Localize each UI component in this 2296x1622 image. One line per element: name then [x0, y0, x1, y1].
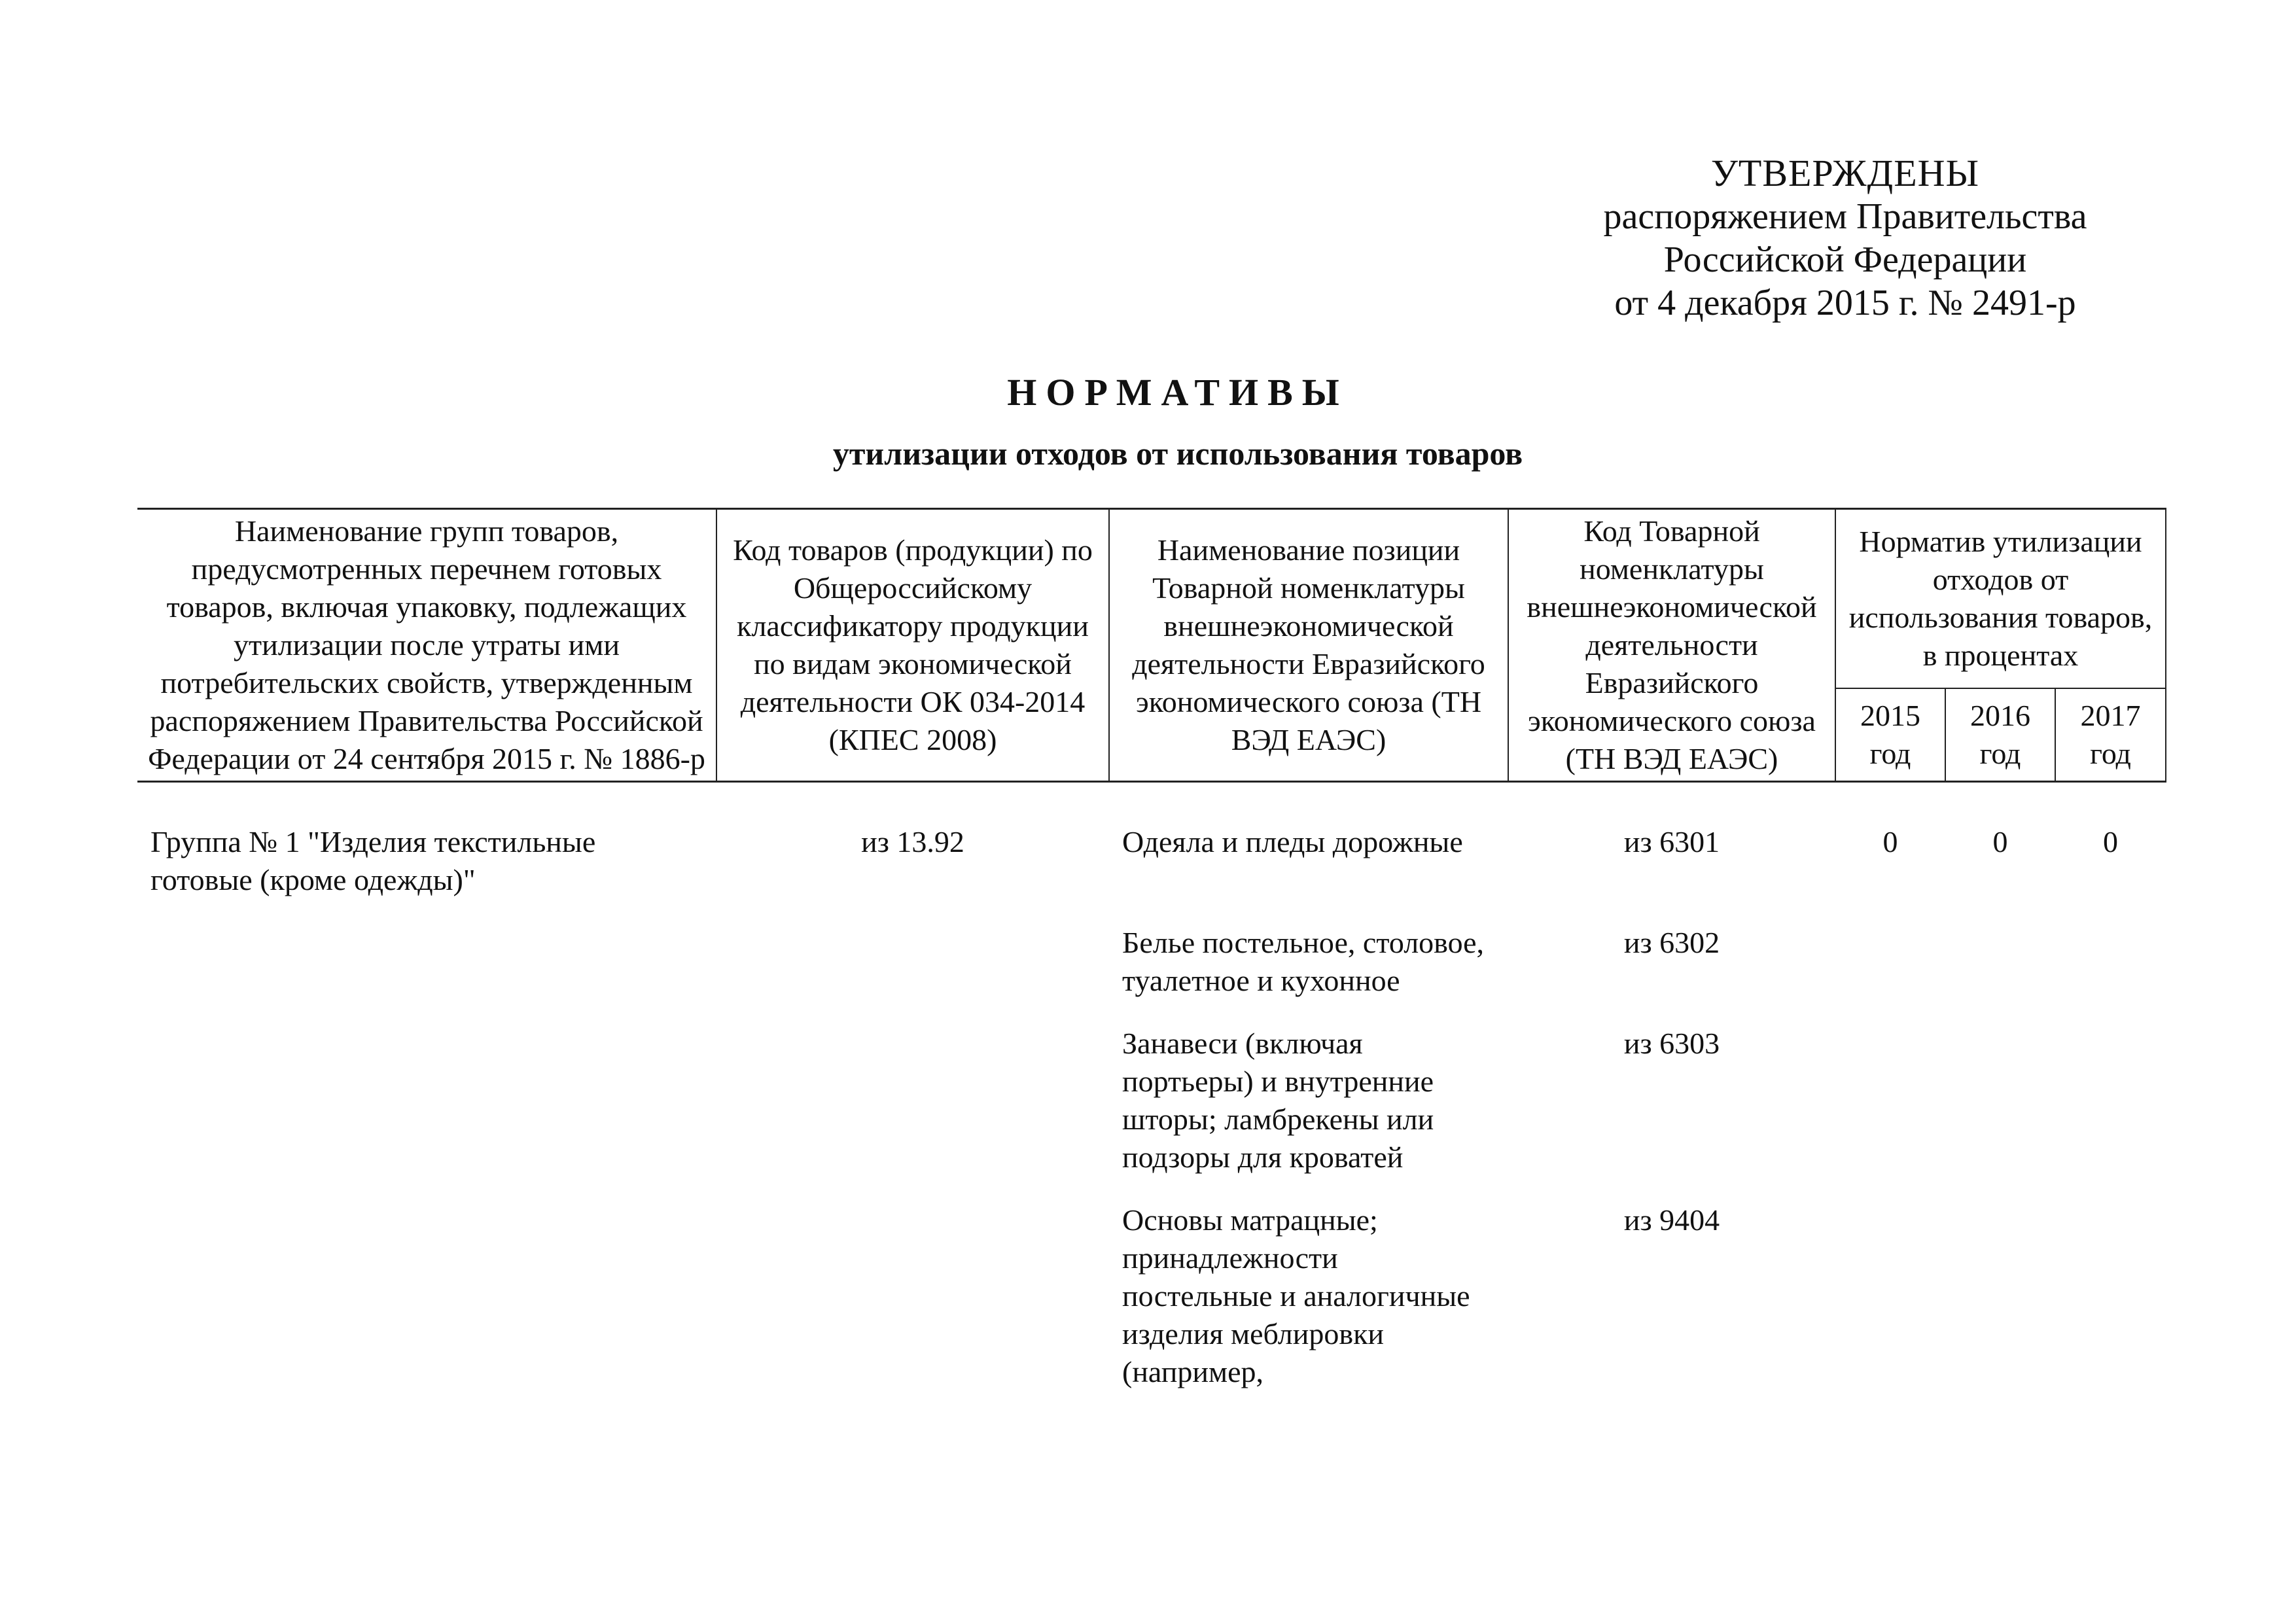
cell-group [137, 1019, 716, 1196]
table-header [137, 509, 2166, 782]
cell-2015: 0 [1882, 825, 1898, 858]
header-group-name: Наименование групп товаров, предусмотренных перечнем готовых товаров, включая упаковку, подлежащих утилизации после утраты ими потребительских свойств, утвержденным распоряжением Правительства Российской Федерации от 24 сентября 2015 г. № 1886-р [137, 509, 716, 782]
cell-okpd [716, 1196, 1109, 1411]
table-row [137, 782, 2166, 919]
header-norm-group: Норматив утилизации отходов от использования товаров, в процентах [1835, 509, 2166, 688]
cell-group [137, 919, 716, 1019]
cell-2015 [1835, 919, 1945, 1019]
cell-2016 [1945, 1019, 2055, 1196]
cell-tnved: из 6303 [1623, 1027, 1720, 1060]
table-body [137, 782, 2166, 1411]
cell-okpd: из 13.92 [861, 825, 964, 858]
header-year-2015: 2015 год [1835, 688, 1945, 782]
cell-2015 [1835, 1196, 1945, 1411]
cell-okpd [716, 919, 1109, 1019]
cell-2016 [1945, 1196, 2055, 1411]
header-tnved-name: Наименование позиции Товарной номенклатуры внешнеэкономической деятельности Евразийского экономического союза (ТН ВЭД ЕАЭС) [1109, 509, 1508, 782]
cell-tnved: из 6302 [1623, 926, 1720, 959]
cell-name: Одеяла и пледы дорожные [1122, 825, 1463, 858]
norms-table [137, 508, 2166, 1411]
cell-2016 [1945, 919, 2055, 1019]
document-title: НОРМАТИВЫ [1007, 371, 1349, 414]
cell-okpd [716, 1019, 1109, 1196]
approval-line-3: от 4 декабря 2015 г. № 2491-р [1614, 283, 2076, 323]
cell-group [137, 1196, 716, 1411]
cell-tnved: из 6301 [1623, 825, 1720, 858]
cell-name: Занавеси (включая портьеры) и внутренние шторы; ламбрекены или подзоры для кроватей [1122, 1027, 1434, 1174]
cell-2015 [1835, 1019, 1945, 1196]
cell-group: Группа № 1 "Изделия текстильные готовые (кроме одежды)" [150, 825, 596, 896]
header-okpd-code: Код товаров (продукции) по Общероссийскому классификатору продукции по видам экономической деятельности ОК 034-2014 (КПЕС 2008) [716, 509, 1109, 782]
cell-2017 [2055, 1019, 2166, 1196]
cell-2017 [2055, 919, 2166, 1019]
approval-title: УТВЕРЖДЕНЫ [1710, 152, 1980, 194]
table-row [137, 919, 2166, 1019]
cell-tnved: из 9404 [1623, 1203, 1720, 1237]
table-row [137, 1196, 2166, 1411]
cell-2017 [2055, 1196, 2166, 1411]
cell-2017: 0 [2103, 825, 2118, 858]
cell-name: Основы матрацные; принадлежности постельные и аналогичные изделия меблировки (например, [1122, 1203, 1470, 1388]
approval-line-1: распоряжением Правительства [1603, 196, 2087, 237]
approval-line-2: Российской Федерации [1663, 239, 2027, 280]
header-tnved-code: Код Товарной номенклатуры внешнеэкономической деятельности Евразийского экономического союза (ТН ВЭД ЕАЭС) [1508, 509, 1835, 782]
cell-2016: 0 [1992, 825, 2008, 858]
header-year-2016: 2016 год [1945, 688, 2055, 782]
table-row [137, 1019, 2166, 1196]
approval-stamp [1557, 152, 2133, 325]
cell-name: Белье постельное, столовое, туалетное и кухонное [1122, 926, 1485, 997]
header-year-2017: 2017 год [2055, 688, 2166, 782]
document-subtitle: утилизации отходов от использования товаров [832, 435, 1523, 472]
